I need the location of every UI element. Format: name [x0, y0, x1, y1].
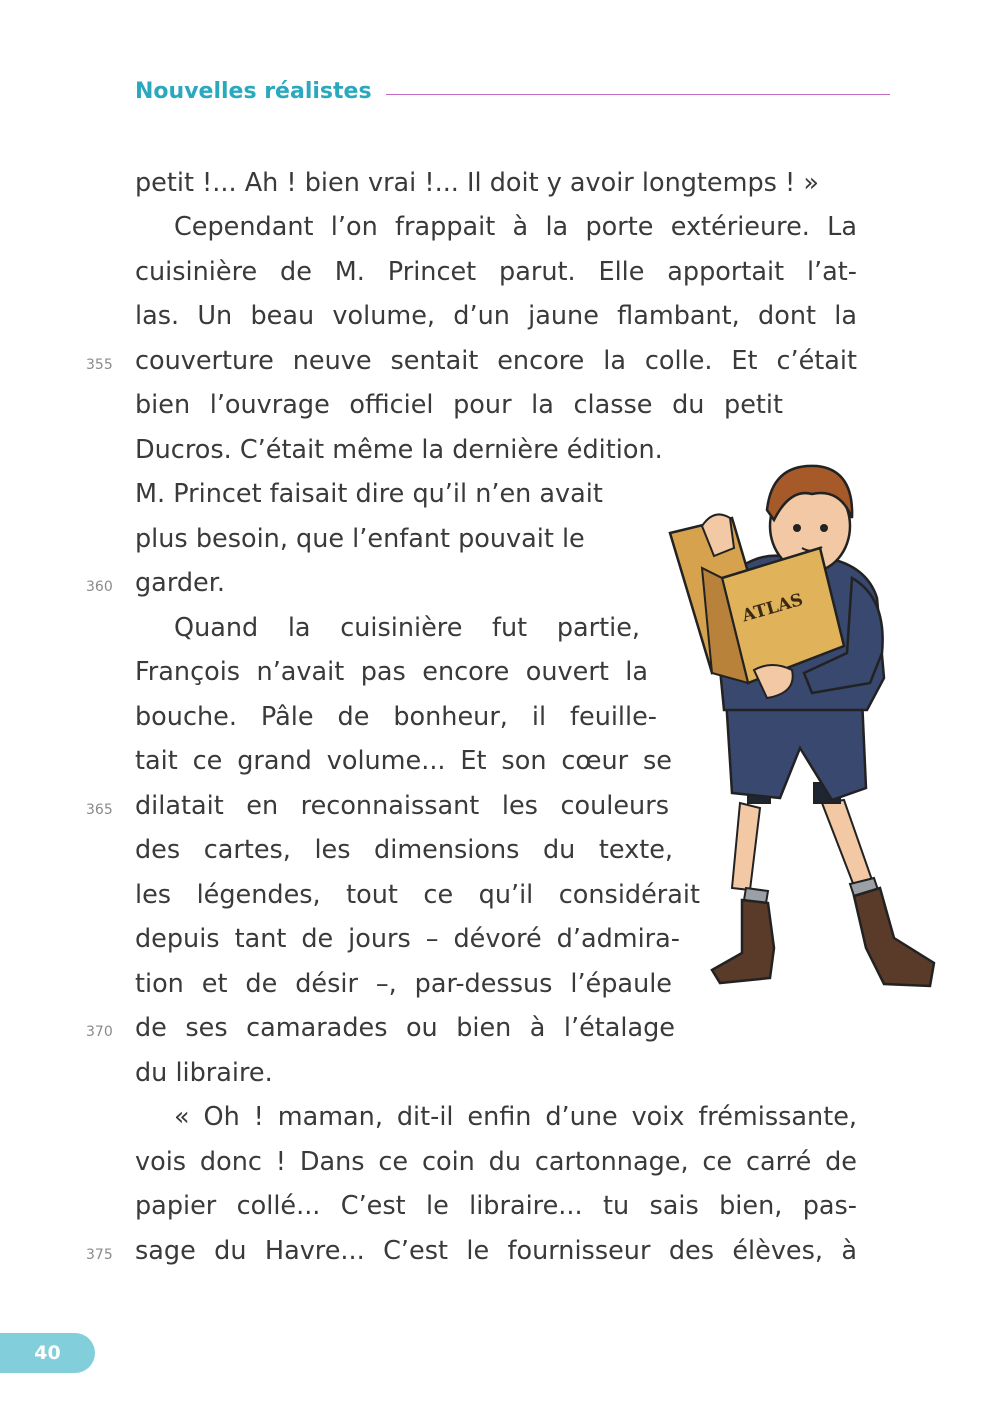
section-title: Nouvelles réalistes	[135, 79, 372, 104]
text-line: sage du Havre... C’est le fournisseur des élèves, à	[135, 1236, 857, 1266]
page-number: 40	[34, 1342, 61, 1364]
text-line: tait ce grand volume... Et son cœur se	[135, 746, 672, 776]
line-number: 370	[86, 1024, 113, 1040]
line-number: 365	[86, 802, 113, 818]
text-line: Cependant l’on frappait à la porte extérieure. La	[174, 212, 857, 242]
text-line: papier collé... C’est le libraire... tu sais bien, pas-	[135, 1191, 857, 1221]
text-line: petit !... Ah ! bien vrai !... Il doit y avoir longtemps ! »	[135, 168, 819, 198]
text-line: François n’avait pas encore ouvert la	[135, 657, 648, 687]
page-number-tab	[0, 1333, 95, 1373]
text-line: les légendes, tout ce qu’il considérait	[135, 880, 700, 910]
text-line: garder.	[135, 568, 225, 598]
text-line: de ses camarades ou bien à l’étalage	[135, 1013, 675, 1043]
text-line: dilatait en reconnaissant les couleurs	[135, 791, 669, 821]
text-line: las. Un beau volume, d’un jaune flambant, dont la	[135, 301, 857, 331]
text-line: couverture neuve sentait encore la colle. Et c’était	[135, 346, 857, 376]
text-line: Ducros. C’était même la dernière édition.	[135, 435, 663, 465]
text-line: tion et de désir –, par-dessus l’épaule	[135, 969, 672, 999]
text-line: plus besoin, que l’enfant pouvait le	[135, 524, 585, 554]
text-line: du libraire.	[135, 1058, 273, 1088]
line-number: 360	[86, 579, 113, 595]
line-number: 355	[86, 357, 113, 373]
text-line: vois donc ! Dans ce coin du cartonnage, ce carré de	[135, 1147, 857, 1177]
text-line: bien l’ouvrage officiel pour la classe du petit	[135, 390, 783, 420]
text-line: Quand la cuisinière fut partie,	[174, 613, 640, 643]
text-line: des cartes, les dimensions du texte,	[135, 835, 673, 865]
line-number: 375	[86, 1247, 113, 1263]
boy-reading-atlas-illustration	[662, 448, 942, 1010]
text-line: M. Princet faisait dire qu’il n’en avait	[135, 479, 603, 509]
text-line: cuisinière de M. Princet parut. Elle apportait l’at-	[135, 257, 857, 287]
header-rule	[386, 94, 890, 95]
text-line: bouche. Pâle de bonheur, il feuille-	[135, 702, 657, 732]
text-line: « Oh ! maman, dit-il enfin d’une voix frémissante,	[174, 1102, 857, 1132]
atlas-label: ATLAS	[739, 589, 806, 627]
text-line: depuis tant de jours – dévoré d’admira-	[135, 924, 680, 954]
